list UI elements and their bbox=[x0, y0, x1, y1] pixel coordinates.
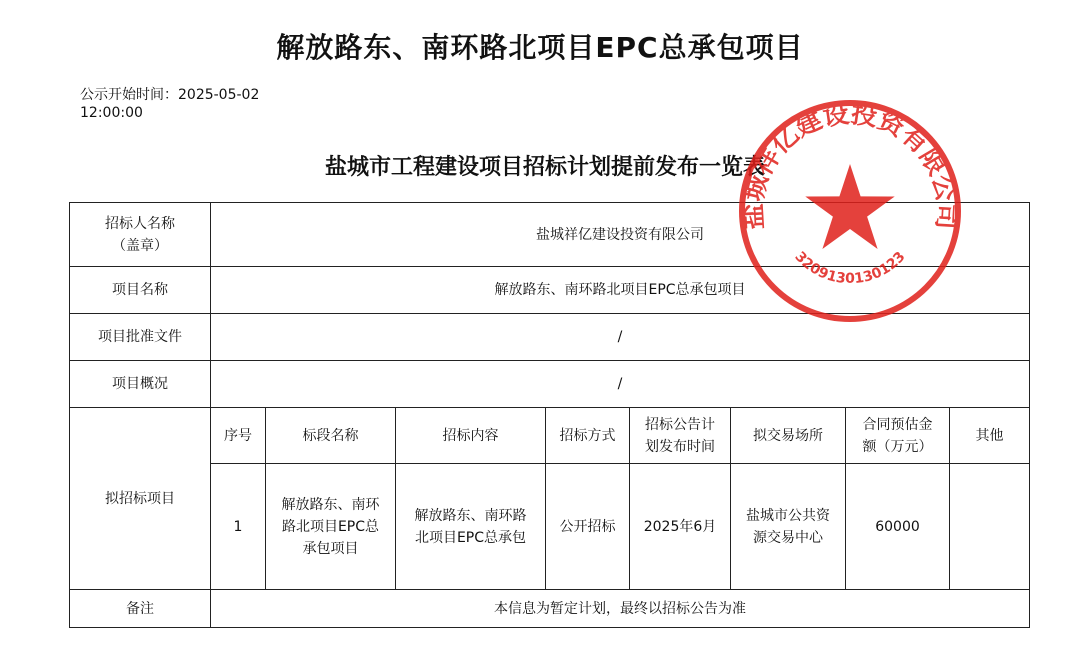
table-row-project-name bbox=[70, 267, 1030, 314]
bid-plan-table bbox=[69, 202, 1030, 628]
row-method: 公开招标 bbox=[546, 464, 630, 590]
header-content: 招标内容 bbox=[396, 408, 546, 464]
table-row-overview bbox=[70, 361, 1030, 408]
row-amount: 60000 bbox=[846, 464, 950, 590]
header-venue: 拟交易场所 bbox=[731, 408, 846, 464]
approval-doc-value: / bbox=[211, 314, 1030, 361]
overview-value: / bbox=[211, 361, 1030, 408]
row-publish-time: 2025年6月 bbox=[630, 464, 731, 590]
header-seq: 序号 bbox=[211, 408, 266, 464]
overview-label: 项目概况 bbox=[70, 361, 211, 408]
project-name-value: 解放路东、南环路北项目EPC总承包项目 bbox=[211, 267, 1030, 314]
header-other: 其他 bbox=[950, 408, 1030, 464]
table-row-remarks bbox=[70, 590, 1030, 628]
row-other bbox=[950, 464, 1030, 590]
seal-code: 3209130130123 bbox=[791, 248, 909, 288]
table-row-approval-doc bbox=[70, 314, 1030, 361]
remarks-label: 备注 bbox=[70, 590, 211, 628]
header-method: 招标方式 bbox=[546, 408, 630, 464]
row-seq: 1 bbox=[211, 464, 266, 590]
approval-doc-label: 项目批准文件 bbox=[70, 314, 211, 361]
tenderer-label: 招标人名称 （盖章） bbox=[70, 203, 211, 267]
header-section-name: 标段名称 bbox=[266, 408, 396, 464]
tenderer-value: 盐城祥亿建设投资有限公司 bbox=[211, 203, 1030, 267]
table-row-tenderer bbox=[70, 203, 1030, 267]
row-content: 解放路东、南环路 北项目EPC总承包 bbox=[396, 464, 546, 590]
remarks-value: 本信息为暂定计划，最终以招标公告为准 bbox=[211, 590, 1030, 628]
seal-text: 盐城祥亿建设投资有限公司 bbox=[738, 99, 962, 231]
publish-time bbox=[80, 86, 259, 122]
document-title: 解放路东、南环路北项目EPC总承包项目 bbox=[276, 31, 804, 64]
table-row-planned-headers bbox=[70, 408, 1030, 464]
header-amount: 合同预估金 额（万元） bbox=[846, 408, 950, 464]
publish-time-clock: 12:00:00 bbox=[80, 105, 143, 121]
row-section-name: 解放路东、南环 路北项目EPC总 承包项目 bbox=[266, 464, 396, 590]
row-venue: 盐城市公共资 源交易中心 bbox=[731, 464, 846, 590]
planned-project-label: 拟招标项目 bbox=[70, 408, 211, 590]
table-row-planned-item bbox=[70, 464, 1030, 590]
header-publish-time: 招标公告计 划发布时间 bbox=[630, 408, 731, 464]
project-name-label: 项目名称 bbox=[70, 267, 211, 314]
table-title: 盐城市工程建设项目招标计划提前发布一览表 bbox=[324, 155, 765, 180]
publish-time-date: 公示开始时间：2025-05-02 bbox=[80, 87, 260, 103]
